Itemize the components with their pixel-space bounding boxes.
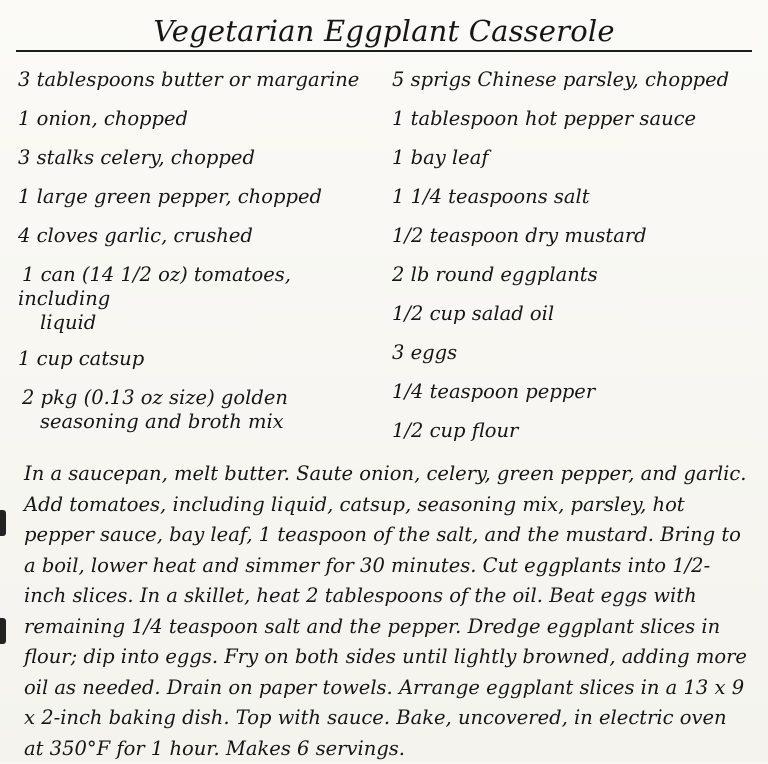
ingredient-text: 4 cloves garlic, crushed <box>18 224 253 247</box>
title-divider <box>16 50 752 52</box>
ingredient-text: 2 pkg (0.13 oz size) golden <box>22 386 288 409</box>
ingredient-text-continued: liquid <box>40 311 97 334</box>
ingredient-item <box>18 146 378 170</box>
binder-ring-mark <box>0 510 6 536</box>
ingredient-item <box>18 224 378 248</box>
ingredient-item: 1/4 teaspoon pepper <box>392 380 596 403</box>
ingredient-item: 1 1/4 teaspoons salt <box>392 185 590 208</box>
ingredient-item: 2 lb round eggplants <box>392 263 598 286</box>
ingredient-item: 1/2 cup salad oil <box>392 302 555 325</box>
ingredient-text: 3 tablespoons butter or margarine <box>18 68 360 91</box>
ingredient-text: 3 stalks celery, chopped <box>18 146 255 169</box>
ingredient-item: 5 sprigs Chinese parsley, chopped <box>392 68 730 91</box>
recipe-title: Vegetarian Eggplant Casserole <box>153 14 615 48</box>
ingredient-item: 3 eggs <box>392 341 458 364</box>
binder-ring-mark <box>0 618 6 644</box>
ingredient-item: 1/2 teaspoon dry mustard <box>392 224 647 247</box>
ingredients-right-column <box>392 68 752 458</box>
ingredient-item <box>18 263 378 335</box>
ingredient-item <box>18 107 378 131</box>
ingredient-item <box>18 185 378 209</box>
ingredient-text: 1 can (14 1/2 oz) tomatoes, including <box>18 263 291 310</box>
ingredient-text: 1 cup catsup <box>18 347 145 370</box>
ingredient-item: 1 tablespoon hot pepper sauce <box>392 107 697 130</box>
ingredient-text: 1 onion, chopped <box>18 107 189 130</box>
ingredient-item <box>18 386 378 434</box>
ingredient-text-continued: seasoning and broth mix <box>40 410 284 433</box>
ingredient-item: 1/2 cup flour <box>392 419 519 442</box>
ingredient-item <box>18 347 378 371</box>
ingredients-left-column <box>18 68 378 446</box>
ingredient-item: 1 bay leaf <box>392 146 489 169</box>
ingredient-text: 1 large green pepper, chopped <box>18 185 322 208</box>
recipe-instructions: In a saucepan, melt butter. Saute onion, celery, green pepper, and garlic. Add tomatoes, including liquid, catsup, seasoning mix, parsley, hot pepper sauce, bay leaf, 1 teaspoon of the salt, and the mustard. Bring to a boil, lower heat and simmer for 30 minutes. Cut eggplants into 1/2-inch slices. In a skillet, heat 2 tablespoons of the oil. Beat eggs with remaining 1/4 teaspoon salt and the pepper. Dredge eggplant slices in flour; dip into eggs. Fry on both sides until lightly browned, adding more oil as needed. Drain on paper towels. Arrange eggplant slices in a 13 x 9 x 2-inch baking dish. Top with sauce. Bake, uncovered, in electric oven at 350°F for 1 hour. Makes 6 servings. <box>24 462 747 760</box>
ingredient-item <box>18 68 378 92</box>
